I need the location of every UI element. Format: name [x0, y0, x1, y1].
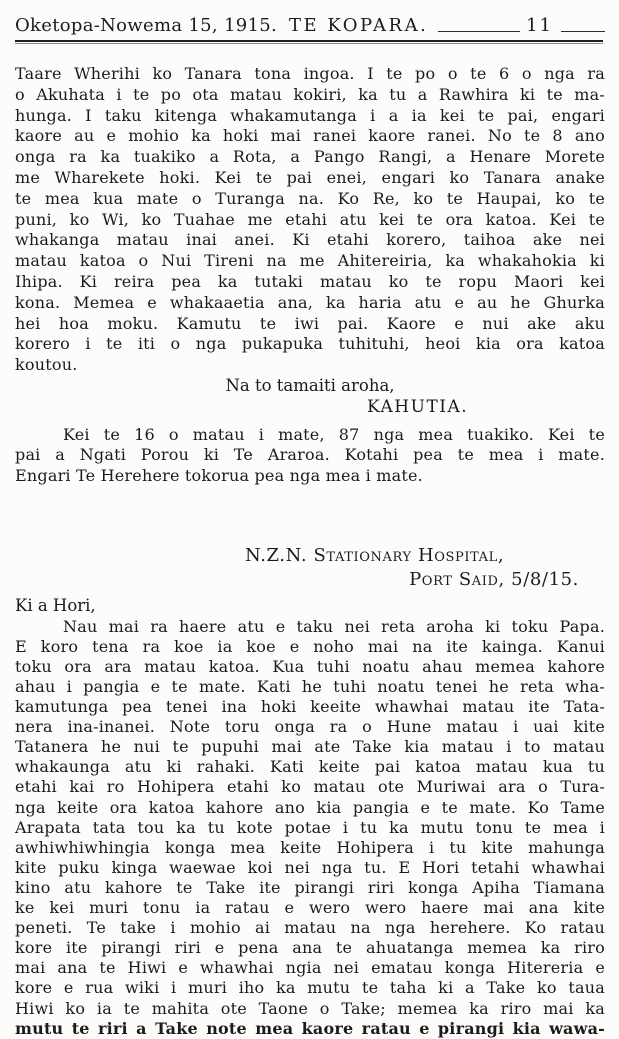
text-line: whakaunga atu ki rahaki. Kati keite pai katoa matau kua tu: [15, 757, 605, 777]
text-line: me Wharekete hoki. Kei te pai enei, engari ko Tanara anake: [15, 167, 605, 187]
letter1-body: [15, 64, 605, 376]
text-line: awhiwhiwhingia konga mea keite Hohipera i tu kite mahunga: [15, 837, 605, 857]
header-title: TE KOPARA.: [288, 15, 429, 36]
text-line: mutu te riri a Take note mea kaore ratau e pirangi kia wawa-: [15, 1018, 605, 1038]
text-line: ahau i pangia e te mate. Kati he tuhi noatu tenei he reta wha-: [15, 677, 605, 697]
header-baseline-rule: [438, 31, 520, 32]
text-line: o Akuhata i te po ota matau kokiri, ka tu a Rawhira ki te ma-: [15, 84, 605, 104]
text-line: toku ora ara matau katoa. Kua tuhi noatu ahau memea kahore: [15, 656, 605, 676]
text-line: ke kei muri tonu ia ratau e wero wero haere mai ana kite: [15, 898, 605, 918]
text-line: kona. Memea e whakaaetia ana, ka haria atu e au he Ghurka: [15, 292, 605, 312]
postscript-paragraph: [15, 425, 605, 487]
text-line: nera ina-inanei. Note toru onga ra o Hune matau i uai kite: [15, 717, 605, 737]
letter2-dateline: Port Said, 5/8/15.: [409, 568, 579, 590]
text-line: mai ana te Hiwi e whawhai ngia nei ematau konga Hitereria e: [15, 958, 605, 978]
text-line: hunga. I taku kitenga whakamutanga i a ia kei te pai, engari: [15, 105, 605, 125]
text-line: Kei te 16 o matau i mate, 87 nga mea tuakiko. Kei te: [63, 424, 605, 444]
text-line: hei hoa moku. Kamutu te iwi pai. Kaore e nui ake aku: [15, 313, 605, 333]
text-line: Ihipa. Ki reira pea ka tutaki matau ko te ropu Maori kei: [15, 271, 605, 291]
text-line: Hiwi ko ia te mahita ote Taone o Take; memea ka riro mai ka: [15, 998, 605, 1018]
letter2-salutation: Ki a Hori,: [15, 595, 96, 615]
text-line: pai a Ngati Porou ki Te Araroa. Kotahi pea te mea i mate.: [15, 445, 605, 465]
letter2-hospital-heading: N.Z.N. Stationary Hospital,: [245, 544, 505, 566]
text-line: peneti. Te take i mohio ai matau na nga herehere. Ko ratau: [15, 918, 605, 938]
header-date: Oketopa-Nowema 15, 1915.: [15, 15, 277, 36]
header-page-number: 11: [526, 15, 553, 36]
text-line: kite puku kinga waewae koi nei nga tu. E Hori tetahi whawhai: [15, 857, 605, 877]
text-line: kaore au e mohio ka hoki mai ranei kaore ranei. No te 8 ano: [15, 126, 605, 146]
header-divider-rule: [15, 40, 603, 44]
page-header: [15, 0, 605, 37]
text-line: etahi kai ro Hohipera etahi ko matau ote Muriwai ara o Tura-: [15, 777, 605, 797]
text-line: Nau mai ra haere atu e taku nei reta aroha ki toku Papa.: [63, 616, 605, 636]
letter1-signature: KAHUTIA.: [367, 396, 469, 417]
text-line: E koro tena ra koe ia koe e noho mai na ite kainga. Kanui: [15, 636, 605, 656]
letter2-body: [15, 617, 605, 1039]
text-line: puni, ko Wi, ko Tuahae me etahi atu kei te ora katoa. Kei te: [15, 209, 605, 229]
letter1-signoff: Na to tamaiti aroha,: [225, 375, 395, 395]
text-line: Taare Wherihi ko Tanara tona ingoa. I te po o te 6 o nga ra: [15, 64, 605, 83]
text-line: Tatanera he nui te pupuhi mai ate Take kia matau i to matau: [15, 737, 605, 757]
text-line: kino atu kahore te Take ite pirangi riri konga Apiha Tiamana: [15, 877, 605, 897]
text-line: whakanga matau inai anei. Ki etahi korero, taihoa ake nei: [15, 230, 605, 250]
text-line: korero i te iti o nga pukapuka tuhituhi, heoi kia ora katoa: [15, 334, 605, 354]
text-line: nga keite ora katoa kahore ano kia pangia e te mate. Ko Tame: [15, 797, 605, 817]
text-line: Engari Te Herehere tokorua pea nga mea i mate.: [15, 466, 423, 486]
header-baseline-rule-right: [561, 31, 605, 32]
text-line: koutou.: [15, 355, 78, 375]
text-line: kore ite pirangi riri e pena ana te ahuatanga memea ka riro: [15, 938, 605, 958]
text-line: kore e rua wiki i muri iho ka mutu te taha ki a Take ko taua: [15, 978, 605, 998]
text-line: Arapata tata tou ka tu kote potae i tu ka mutu tonu te mea i: [15, 817, 605, 837]
text-line: kamutunga pea tenei ina hoki keeite whawhai matau ite Tata-: [15, 697, 605, 717]
text-line: matau katoa o Nui Tireni na me Ahitereiria, ka whakahokia ki: [15, 251, 605, 271]
text-line: onga ra ka tuakiko a Rota, a Pango Rangi, a Henare Morete: [15, 147, 605, 167]
text-line: te mea kua mate o Turanga na. Ko Re, ko te Haupai, ko te: [15, 188, 605, 208]
